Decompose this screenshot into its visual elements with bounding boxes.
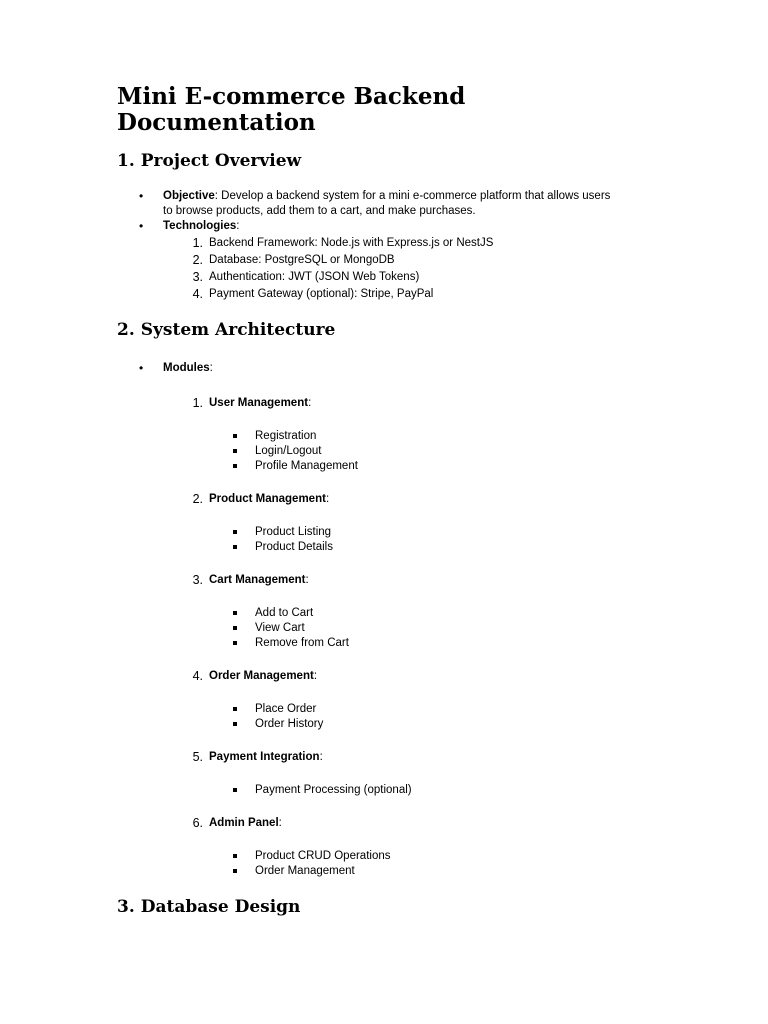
module-number: 6.: [192, 816, 203, 830]
list-item: Product Listing: [209, 525, 672, 540]
module-admin-panel: [163, 816, 672, 879]
module-product-management: [163, 492, 672, 555]
list-item: Product Details: [209, 540, 672, 555]
modules-list: [163, 396, 672, 879]
item-text: Authentication: JWT (JSON Web Tokens): [209, 271, 420, 283]
list-item: Place Order: [209, 702, 672, 717]
list-item: [163, 270, 617, 285]
module-number: 1.: [192, 396, 203, 410]
section-number: 3.: [117, 897, 135, 917]
module-name: Payment Integration: [209, 751, 320, 763]
module-items: [209, 783, 672, 798]
list-item-modules: [117, 361, 672, 879]
item-text: Database: PostgreSQL or MongoDB: [209, 254, 395, 266]
module-suffix: :: [319, 751, 323, 763]
item-text: Payment Gateway (optional): Stripe, PayPal: [209, 288, 434, 300]
section-heading-database-design: [117, 896, 672, 918]
section-heading-project-overview: [117, 150, 672, 172]
module-suffix: :: [325, 493, 330, 505]
module-name: Product Management: [209, 493, 326, 505]
list-item: [163, 287, 617, 302]
list-item: Registration: [209, 429, 672, 444]
document-title: Mini E-commerce Backend Documentation: [117, 83, 466, 136]
item-number: 4.: [192, 287, 203, 301]
module-suffix: :: [305, 574, 309, 586]
module-number: 5.: [192, 750, 203, 764]
module-order-management: [163, 669, 672, 732]
technologies-label: Technologies: [163, 220, 237, 232]
list-item: [163, 236, 617, 251]
module-payment-integration: [163, 750, 672, 798]
module-number: 2.: [192, 492, 203, 506]
list-item: Add to Cart: [209, 606, 672, 621]
list-item: Login/Logout: [209, 444, 672, 459]
technologies-list: [163, 236, 617, 302]
section-title: System Architecture: [140, 320, 336, 340]
list-item-technologies: [117, 219, 617, 302]
modules-label: Modules: [163, 362, 210, 374]
section-heading-system-architecture: [117, 319, 672, 341]
list-item: Order Management: [209, 864, 672, 879]
module-suffix: :: [308, 397, 312, 409]
item-number: 3.: [192, 270, 203, 284]
modules-suffix: :: [209, 362, 213, 374]
objective-label: Objective: [163, 190, 215, 202]
module-cart-management: [163, 573, 672, 651]
module-name: User Management: [209, 397, 309, 409]
list-item: Remove from Cart: [209, 636, 672, 651]
module-items: [209, 849, 672, 879]
list-item-objective: [117, 189, 617, 219]
module-items: [209, 702, 672, 732]
module-suffix: :: [313, 670, 318, 682]
section-number: 1.: [117, 151, 135, 171]
list-item: Product CRUD Operations: [209, 849, 672, 864]
module-user-management: [163, 396, 672, 474]
module-items: [209, 525, 672, 555]
objective-text: : Develop a backend system for a mini e-commerce platform that allows users to browse products, add them to a cart, and make purchases.: [163, 190, 611, 217]
module-name: Admin Panel: [209, 817, 279, 829]
module-items: [209, 429, 672, 474]
module-items: [209, 606, 672, 651]
list-item: Payment Processing (optional): [209, 783, 672, 798]
module-suffix: :: [278, 817, 282, 829]
list-item: Order History: [209, 717, 672, 732]
module-number: 3.: [192, 573, 203, 587]
list-item: View Cart: [209, 621, 672, 636]
list-item: [163, 253, 617, 268]
module-name: Order Management: [209, 670, 314, 682]
section-title: Project Overview: [140, 151, 302, 171]
module-number: 4.: [192, 669, 203, 683]
list-item: Profile Management: [209, 459, 672, 474]
item-number: 2.: [192, 253, 203, 267]
technologies-suffix: :: [236, 220, 240, 232]
system-architecture-list: [117, 361, 672, 879]
item-text: Backend Framework: Node.js with Express.js or NestJS: [209, 237, 494, 249]
item-number: 1.: [192, 236, 203, 250]
section-number: 2.: [117, 320, 135, 340]
project-overview-list: [117, 189, 617, 302]
module-name: Cart Management: [209, 574, 306, 586]
section-title: Database Design: [140, 897, 301, 917]
